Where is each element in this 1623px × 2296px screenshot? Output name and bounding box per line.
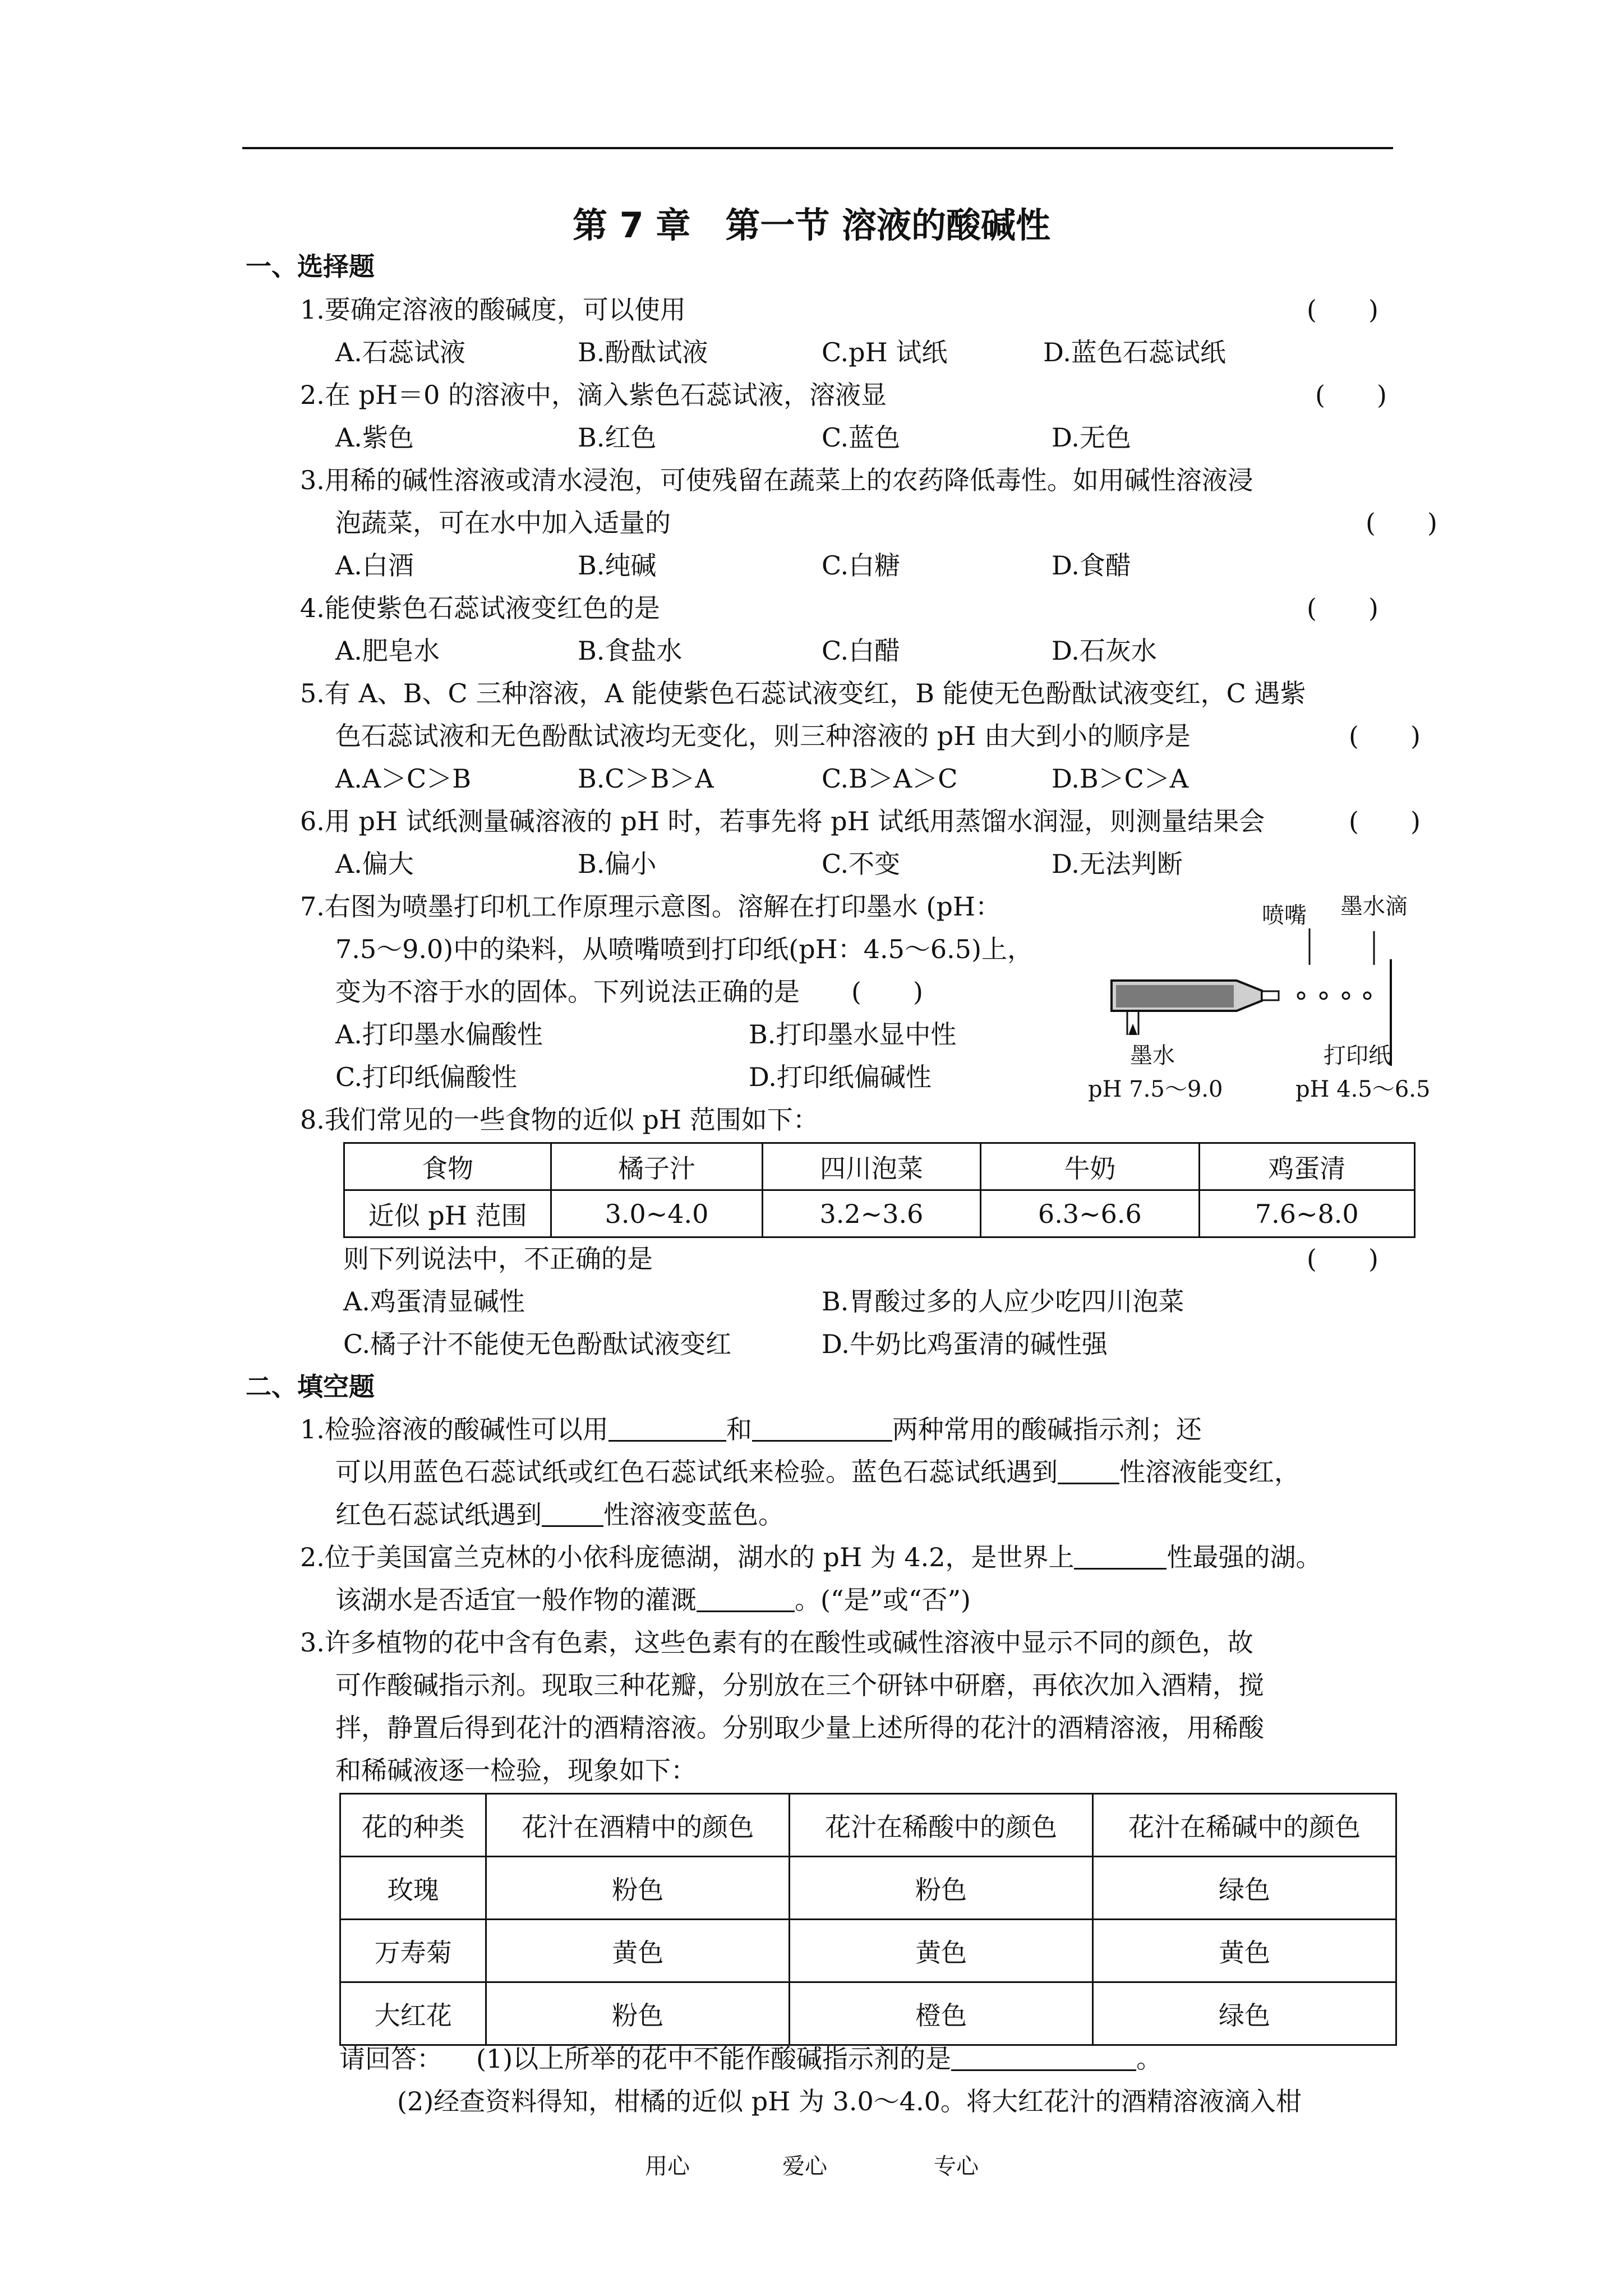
f2-blank-1[interactable]: [1074, 1545, 1166, 1570]
diagram-label-droplet: 墨水滴: [1340, 894, 1408, 919]
f3-answer-prefix: 请回答：: [339, 2044, 442, 2074]
section-multiple-choice: 一、选择题: [246, 251, 375, 282]
f1-blank-3[interactable]: [1058, 1460, 1119, 1484]
q5-stem-line2: 色石蕊试液和无色酚酞试液均无变化，则三种溶液的 pH 由大到小的顺序是: [335, 721, 1191, 751]
table-header-cell: 花汁在稀酸中的颜色: [790, 1794, 1093, 1857]
table-header-cell: 食物: [344, 1143, 551, 1190]
f1-blank-4[interactable]: [542, 1503, 603, 1527]
table-header-cell: 花汁在稀碱中的颜色: [1093, 1794, 1396, 1857]
footer-text-3: 专心: [934, 2154, 979, 2179]
q4-stem: 4.能使紫色石蕊试液变红色的是: [300, 593, 660, 623]
q6-option-b: B.偏小: [578, 849, 657, 879]
q3-option-d: D.食醋: [1052, 550, 1131, 581]
q3-answer-paren: ( ): [1366, 508, 1437, 538]
table-cell: 3.2~3.6: [762, 1190, 980, 1237]
header-rule: [242, 147, 1393, 149]
flower-color-table: [339, 1793, 1397, 2046]
f1-blank-1[interactable]: [608, 1418, 726, 1442]
diagram-label-paper-ph: pH 4.5～6.5: [1295, 1076, 1431, 1102]
q5-option-b: B.C＞B＞A: [578, 763, 714, 794]
q1-stem: 1.要确定溶液的酸碱度，可以使用: [300, 295, 686, 325]
table-row: [344, 1190, 1415, 1237]
q3-option-b: B.纯碱: [578, 550, 657, 581]
f1-line3: [335, 1498, 784, 1531]
q1-option-b: B.酚酞试液: [578, 337, 708, 367]
f3-line2: 可作酸碱指示剂。现取三种花瓣，分别放在三个研钵中研磨，再依次加入酒精，搅: [335, 1670, 1264, 1700]
q7-option-d: D.打印纸偏碱性: [749, 1062, 932, 1092]
q7-stem-line2: 7.5～9.0)中的染料，从喷嘴喷到打印纸(pH：4.5～6.5)上，: [335, 934, 1034, 964]
diagram-label-paper: 打印纸: [1324, 1043, 1391, 1069]
q5-stem-line1: 5.有 A、B、C 三种溶液，A 能使紫色石蕊试液变红，B 能使无色酚酞试液变红，C 遇紫: [300, 678, 1306, 708]
table-cell: 黄色: [486, 1920, 790, 1982]
diagram-label-ink: 墨水: [1130, 1043, 1175, 1069]
q2-answer-paren: ( ): [1315, 380, 1387, 410]
q4-option-c: C.白醋: [822, 636, 901, 666]
q7-option-b: B.打印墨水显中性: [749, 1019, 957, 1050]
q3-option-c: C.白糖: [822, 550, 901, 581]
table-row: [340, 1794, 1396, 1857]
table-header-cell: 橘子汁: [551, 1143, 762, 1190]
q1-option-d: D.蓝色石蕊试纸: [1043, 337, 1226, 367]
table-cell: 粉色: [486, 1857, 790, 1920]
table-header-cell: 四川泡菜: [762, 1143, 980, 1190]
f3-line1: 3.许多植物的花中含有色素，这些色素有的在酸性或碱性溶液中显示不同的颜色，故: [300, 1627, 1253, 1658]
q5-option-a: A.A＞C＞B: [335, 763, 472, 794]
f1-line1: [300, 1412, 1202, 1446]
q8-stem: 8.我们常见的一些食物的近似 pH 范围如下：: [300, 1105, 819, 1135]
q5-answer-paren: ( ): [1349, 721, 1421, 751]
f2-line2: [335, 1583, 971, 1617]
table-header-cell: 花汁在酒精中的颜色: [486, 1794, 790, 1857]
q8-option-a: A.鸡蛋清显碱性: [343, 1286, 525, 1317]
table-cell: 大红花: [340, 1982, 486, 2045]
f1-text: 可以用蓝色石蕊试纸或红色石蕊试纸来检验。蓝色石蕊试纸遇到: [335, 1457, 1058, 1487]
footer-text-2: 爱心: [782, 2154, 827, 2179]
f2-line1: [300, 1540, 1321, 1574]
f1-text: 两种常用的酸碱指示剂；还: [892, 1414, 1202, 1444]
q5-option-c: C.B＞A＞C: [822, 763, 958, 794]
q8-option-b: B.胃酸过多的人应少吃四川泡菜: [822, 1286, 1184, 1317]
table-cell: 3.0~4.0: [551, 1190, 762, 1237]
f1-text: 红色石蕊试纸遇到: [335, 1499, 542, 1530]
q4-option-d: D.石灰水: [1052, 636, 1157, 666]
table-cell: 黄色: [790, 1920, 1093, 1982]
q4-option-b: B.食盐水: [578, 636, 683, 666]
footer-text-1: 用心: [645, 2154, 690, 2179]
table-row: [340, 1857, 1396, 1920]
q8-option-d: D.牛奶比鸡蛋清的碱性强: [822, 1329, 1108, 1359]
q6-option-c: C.不变: [822, 849, 901, 879]
table-cell: 黄色: [1093, 1920, 1396, 1982]
f2-text: 性最强的湖。: [1166, 1542, 1322, 1572]
q7-option-a: A.打印墨水偏酸性: [335, 1019, 543, 1050]
q3-stem-line1: 3.用稀的碱性溶液或清水浸泡，可使残留在蔬菜上的农药降低毒性。如用碱性溶液浸: [300, 465, 1253, 495]
f1-text: 性溶液变蓝色。: [603, 1499, 784, 1530]
table-header-cell: 牛奶: [981, 1143, 1199, 1190]
q8-question: 则下列说法中，不正确的是: [343, 1244, 653, 1274]
f1-line2: [335, 1455, 1300, 1489]
q7-option-c: C.打印纸偏酸性: [335, 1062, 518, 1092]
table-cell: 玫瑰: [340, 1857, 486, 1920]
table-cell: 万寿菊: [340, 1920, 486, 1982]
q6-option-d: D.无法判断: [1052, 849, 1183, 879]
f1-text: 1.检验溶液的酸碱性可以用: [300, 1414, 608, 1444]
table-cell: 近似 pH 范围: [344, 1190, 551, 1237]
q6-stem: 6.用 pH 试纸测量碱溶液的 pH 时，若事先将 pH 试纸用蒸馏水润湿，则测量结果会: [300, 806, 1265, 836]
f2-text: 该湖水是否适宜一般作物的灌溉: [335, 1585, 697, 1615]
f2-text: 。(“是”或“否”): [795, 1585, 971, 1615]
table-cell: 粉色: [790, 1857, 1093, 1920]
f3-answer-line1: [339, 2042, 1162, 2076]
q4-option-a: A.肥皂水: [335, 636, 440, 666]
table-cell: 绿色: [1093, 1857, 1396, 1920]
q6-answer-paren: ( ): [1349, 806, 1421, 836]
q6-option-a: A.偏大: [335, 849, 414, 879]
q1-option-c: C.pH 试纸: [822, 337, 948, 367]
q2-option-d: D.无色: [1052, 422, 1131, 453]
table-cell: 6.3~6.6: [981, 1190, 1199, 1237]
q3-stem-line2: 泡蔬菜，可在水中加入适量的: [335, 508, 671, 538]
table-row: [340, 1920, 1396, 1982]
q3-option-a: A.白酒: [335, 550, 414, 581]
diagram-label-nozzle: 喷嘴: [1262, 903, 1307, 928]
table-cell: 7.6~8.0: [1199, 1190, 1414, 1237]
f3-blank-1[interactable]: [951, 2047, 1136, 2071]
q4-answer-paren: ( ): [1307, 593, 1378, 623]
table-cell: 粉色: [486, 1982, 790, 2045]
q2-option-a: A.紫色: [335, 422, 414, 453]
q7-stem-line3: 变为不溶于水的固体。下列说法正确的是 ( ): [335, 977, 923, 1007]
table-row: [344, 1143, 1415, 1190]
q2-option-c: C.蓝色: [822, 422, 901, 453]
q8-option-c: C.橘子汁不能使无色酚酞试液变红: [343, 1329, 732, 1359]
q5-option-d: D.B＞C＞A: [1052, 763, 1189, 794]
q8-answer-paren: ( ): [1307, 1244, 1378, 1274]
q1-option-a: A.石蕊试液: [335, 337, 465, 367]
f2-blank-2[interactable]: [697, 1588, 795, 1612]
food-ph-table: [343, 1142, 1415, 1238]
q2-option-b: B.红色: [578, 422, 657, 453]
q2-stem: 2.在 pH＝0 的溶液中，滴入紫色石蕊试液，溶液显: [300, 380, 887, 410]
table-header-cell: 鸡蛋清: [1199, 1143, 1414, 1190]
table-row: [340, 1982, 1396, 2045]
q1-answer-paren: ( ): [1307, 295, 1378, 325]
f3-line3: 拌，静置后得到花汁的酒精溶液。分别取少量上述所得的花汁的酒精溶液，用稀酸: [335, 1713, 1264, 1743]
q7-stem-line1: 7.右图为喷墨打印机工作原理示意图。溶解在打印墨水 (pH：: [300, 891, 1002, 922]
table-cell: 橙色: [790, 1982, 1093, 2045]
inkjet-diagram: [1077, 886, 1441, 1111]
f3-line4: 和稀碱液逐一检验，现象如下：: [335, 1755, 697, 1786]
section-fill-in: 二、填空题: [246, 1372, 375, 1402]
f3-sub1-end: 。: [1136, 2044, 1163, 2074]
f1-blank-2[interactable]: [752, 1418, 892, 1442]
diagram-label-ink-ph: pH 7.5～9.0: [1088, 1076, 1223, 1102]
f1-text: 性溶液能变红，: [1119, 1457, 1300, 1487]
page-title: 第 7 章 第一节 溶液的酸碱性: [573, 205, 1050, 246]
f3-sub1-text: (1)以上所举的花中不能作酸碱指示剂的是: [476, 2044, 952, 2074]
f2-text: 2.位于美国富兰克林的小依科庞德湖，湖水的 pH 为 4.2，是世界上: [300, 1542, 1075, 1572]
f3-answer-line2: (2)经查资料得知，柑橘的近似 pH 为 3.0～4.0。将大红花汁的酒精溶液滴入柑: [397, 2086, 1302, 2116]
table-header-cell: 花的种类: [340, 1794, 486, 1857]
table-cell: 绿色: [1093, 1982, 1396, 2045]
f1-text: 和: [726, 1414, 752, 1444]
